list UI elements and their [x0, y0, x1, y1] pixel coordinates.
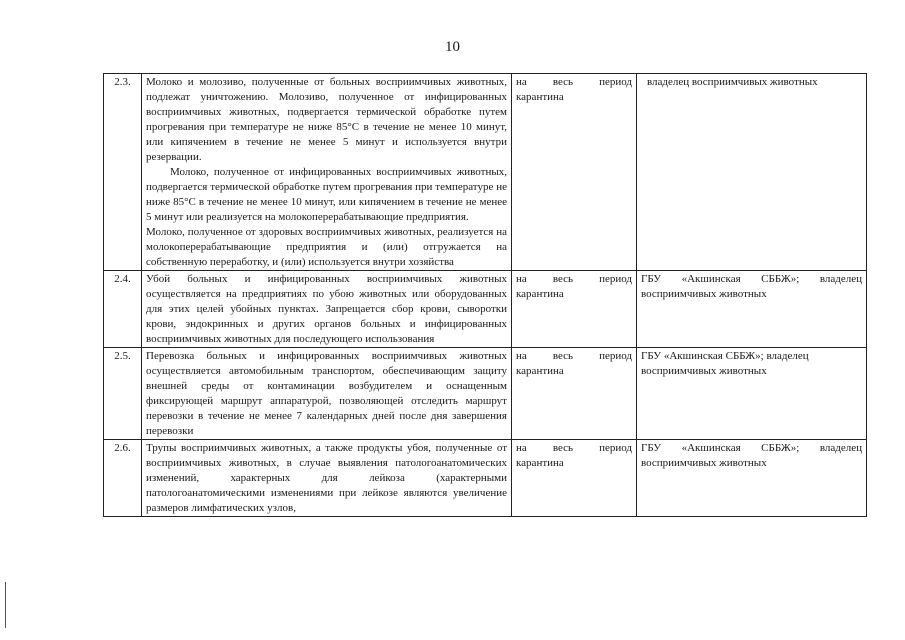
term-cell: [512, 348, 637, 440]
responsible-cell: ГБУ «Акшинская СББЖ»; владелец восприимчивых животных: [637, 271, 867, 348]
table-row: [104, 271, 867, 348]
measure-paragraph: Трупы восприимчивых животных, а также продукты убоя, полученные от восприимчивых животных, в случае выявления патологоанатомических изменений, характерных для лейкоза (характерными патологоанатомическими изменениями при лейкозе являются увеличение размеров лимфатических узлов,: [146, 442, 507, 514]
term-line: [516, 349, 632, 364]
measure-text: [142, 440, 512, 517]
term-line: [516, 272, 632, 287]
term-cell: [512, 74, 637, 271]
term-word: период: [599, 273, 632, 285]
term-word: весь: [552, 350, 574, 362]
term-line: [516, 75, 632, 90]
term-cell: [512, 271, 637, 348]
measure-paragraph: Убой больных и инфицированных восприимчивых животных осуществляется на предприятиях по убою животных или оборудованных для этих целей убойных пунктах. Запрещается сбор крови, сыворотки крови, эндокринных и других органов больных и инфицированных восприимчивых животных для последующего использования: [146, 273, 507, 345]
responsible-cell: ГБУ «Акшинская СББЖ»; владелец восприимчивых животных: [637, 440, 867, 517]
measure-paragraph: Молоко и молозиво, полученные от больных восприимчивых животных, подлежат уничтожению. Молозиво, полученное от инфицированных восприимчивых животных, подвергается термической обработке путем прогревания при температуре не ниже 85°С в течение не менее 10 минут, или кипячением в течение не менее 5 минут и используется внутри резервации.: [146, 76, 507, 163]
term-line: карантина: [516, 91, 564, 103]
table-row: [104, 348, 867, 440]
term-word: весь: [552, 442, 574, 454]
term-word: на: [516, 442, 527, 454]
term-line: карантина: [516, 288, 564, 300]
term-line: карантина: [516, 365, 564, 377]
measure-text: [142, 74, 512, 271]
term-line: карантина: [516, 457, 564, 469]
measure-paragraph: Молоко, полученное от здоровых восприимчивых животных, реализуется на молокоперерабатывающие предприятия и (или) отгружается на собственную переработку, и (или) используется внутри хозяйства: [146, 226, 507, 268]
term-line: [516, 441, 632, 456]
term-cell: [512, 440, 637, 517]
term-word: период: [599, 350, 632, 362]
item-number: 2.6.: [104, 440, 142, 517]
item-number: 2.5.: [104, 348, 142, 440]
term-word: период: [599, 76, 632, 88]
item-number: 2.3.: [104, 74, 142, 271]
table-row: [104, 440, 867, 517]
measure-text: [142, 348, 512, 440]
responsible-cell: владелец восприимчивых животных: [637, 74, 867, 271]
term-word: весь: [552, 76, 574, 88]
table-row: [104, 74, 867, 271]
term-word: весь: [552, 273, 574, 285]
measure-text: [142, 271, 512, 348]
term-word: на: [516, 350, 527, 362]
term-word: период: [599, 442, 632, 454]
measure-paragraph: Перевозка больных и инфицированных восприимчивых животных осуществляется автомобильным транспортом, обеспечивающим защиту внешней среды от контаминации возбудителем и оснащенным фиксирующей маршрут аппаратурой, позволяющей отследить маршрут перевозки в течение не менее 7 календарных дней после дня завершения перевозки: [146, 350, 507, 437]
term-word: на: [516, 76, 527, 88]
responsible-cell: ГБУ «Акшинская СББЖ»; владелец восприимчивых животных: [637, 348, 867, 440]
measure-paragraph: Молоко, полученное от инфицированных восприимчивых животных, подвергается термической обработке путем прогревания при температуре не ниже 85°С в течение не менее 10 минут, или кипячением в течение не менее 5 минут или реализуется на молокоперерабатывающие предприятия.: [146, 166, 507, 223]
scan-margin-line: [5, 582, 6, 628]
measures-table: [103, 73, 867, 517]
term-word: на: [516, 273, 527, 285]
item-number: 2.4.: [104, 271, 142, 348]
page-number: 10: [445, 39, 460, 55]
